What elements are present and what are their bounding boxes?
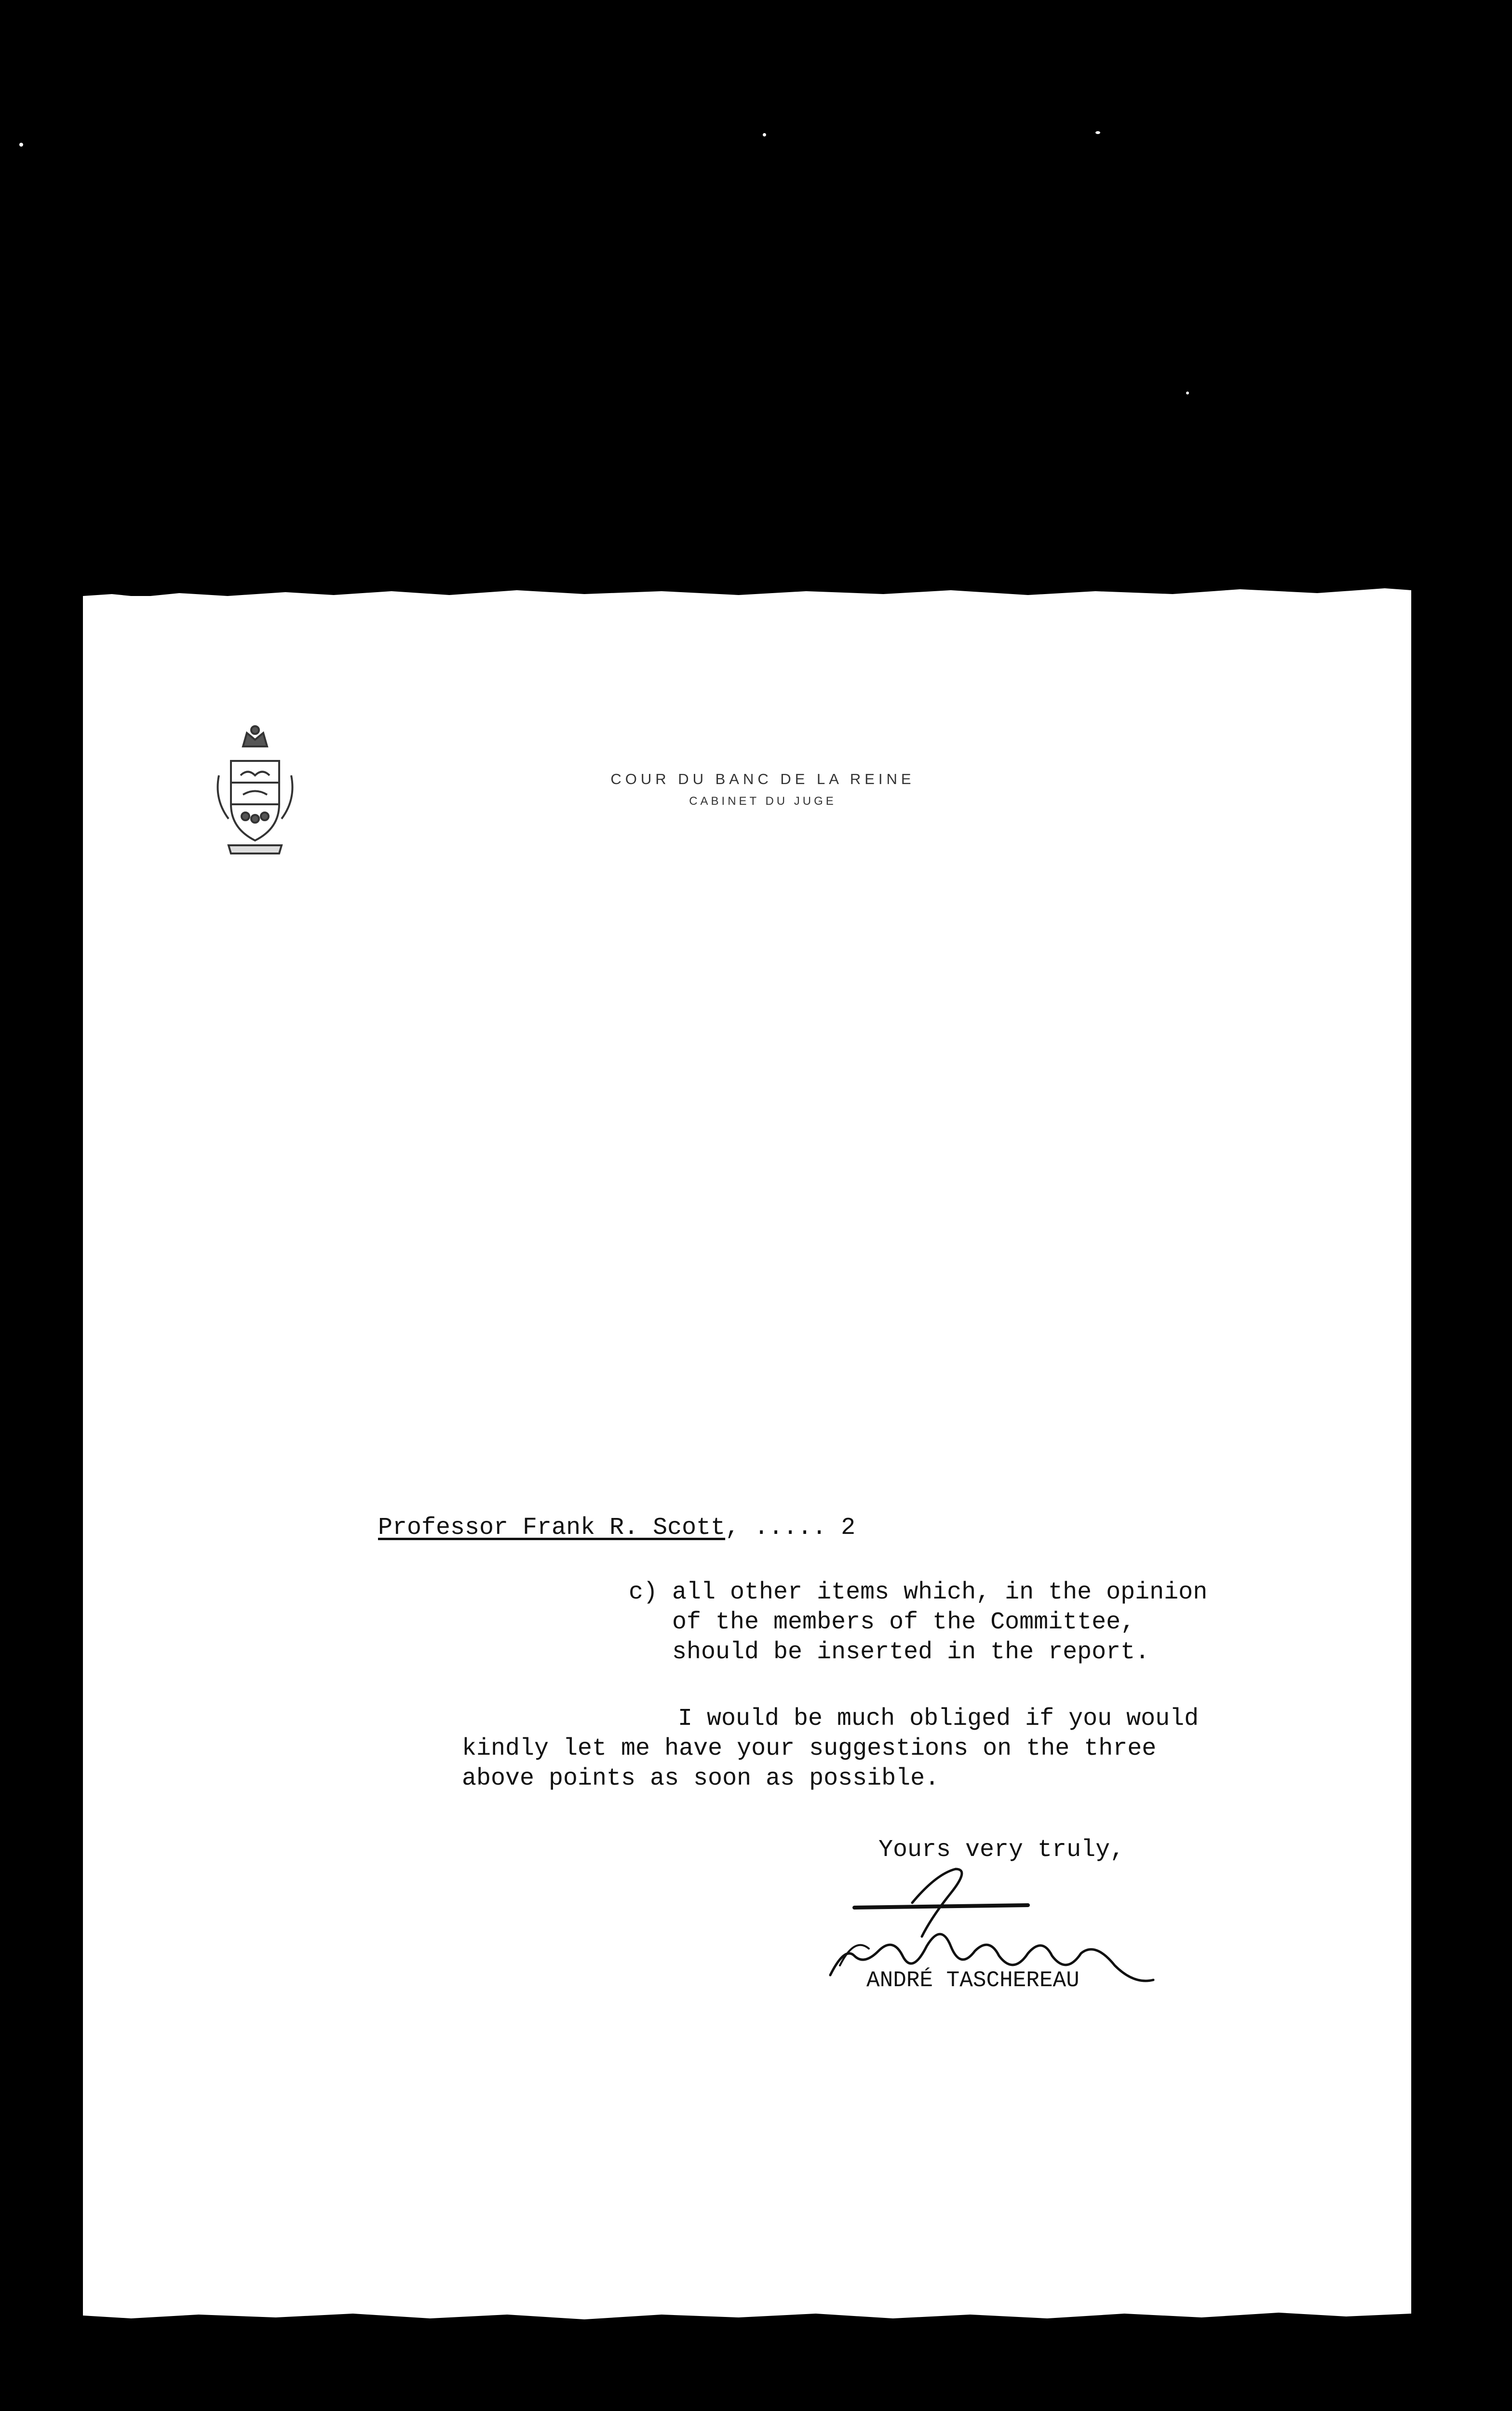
closing: Yours very truly, <box>878 1836 1125 1864</box>
torn-bottom-edge <box>83 2309 1411 2321</box>
item-c-paragraph: c) all other items which, in the opinion of the members of the Committee, should be inserted in the report. <box>629 1579 1208 1666</box>
letter-page <box>83 596 1411 2313</box>
page-number: , ..... 2 <box>725 1514 856 1542</box>
recipient-name: Professor Frank R. Scott <box>378 1514 726 1542</box>
page-heading <box>378 1514 855 1542</box>
film-speck <box>763 133 766 136</box>
torn-top-edge <box>83 585 1411 600</box>
court-name: COUR DU BANC DE LA REINE <box>610 771 915 787</box>
chambers-name: CABINET DU JUGE <box>689 795 837 808</box>
request-paragraph-first-line: I would be much obliged if you would <box>678 1705 1199 1733</box>
film-speck <box>1186 392 1189 394</box>
request-paragraph: kindly let me have your suggestions on the three above points as soon as possible. <box>462 1735 1157 1792</box>
film-speck <box>1095 131 1100 134</box>
letterhead <box>580 771 946 808</box>
film-speck <box>19 143 23 147</box>
quebec-coat-of-arms-icon <box>209 722 301 857</box>
signatory-name: ANDRÉ TASCHEREAU <box>866 1968 1080 1993</box>
